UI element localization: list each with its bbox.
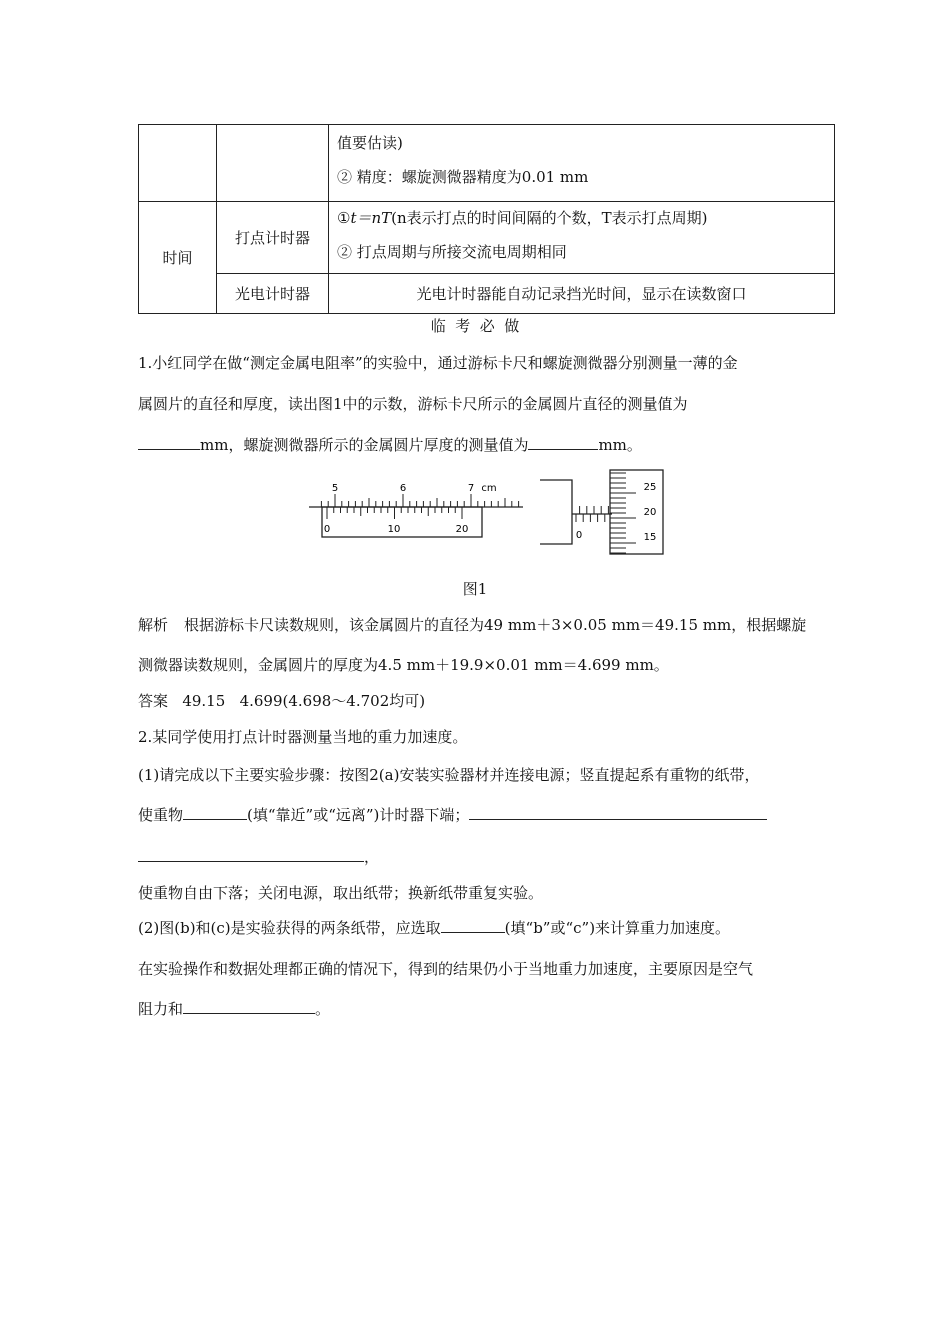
q2-line3-text: (填“靠近”或“远离”)计时器下端； xyxy=(247,806,470,824)
analysis-line1 xyxy=(138,614,806,635)
measurement-table xyxy=(138,124,835,314)
answer-blank[interactable] xyxy=(469,805,767,820)
micrometer-figure xyxy=(538,464,668,558)
analysis-label: 解析 xyxy=(138,616,169,634)
q2-line5: 使重物自由下落；关闭电源，取出纸带；换新纸带重复实验。 xyxy=(138,884,544,902)
figure-caption: 图1 xyxy=(462,580,488,598)
table-row xyxy=(139,274,835,314)
table-instrument: 光电计时器 xyxy=(217,274,329,314)
q1-line2: 属圆片的直径和厚度，读出图1中的示数，游标卡尺所示的金属圆片直径的测量值为 xyxy=(138,395,688,413)
caliper-label: 6 xyxy=(399,483,407,494)
caliper-label: 7 xyxy=(467,483,475,494)
q2-line8-text: 阻力和 xyxy=(138,1000,184,1018)
formula: t＝nT xyxy=(350,208,392,227)
table-text xyxy=(337,206,834,240)
table-text: ② 打点周期与所接交流电周期相同 xyxy=(337,242,567,261)
analysis-text: 根据游标卡尺读数规则，该金属圆片的直径为49 mm＋3×0.05 mm＝49.15 mm，根据螺旋 xyxy=(184,616,807,634)
answer-blank[interactable] xyxy=(138,847,364,862)
table-cell-empty xyxy=(217,125,329,202)
table-text: 值要估读) xyxy=(337,134,403,152)
caliper-label: 5 xyxy=(331,483,339,494)
answer-line xyxy=(138,690,425,711)
q2-line8 xyxy=(138,998,330,1019)
q2-line6-text: (2)图(b)和(c)是实验获得的两条纸带，应选取 xyxy=(138,919,441,937)
answer-text: 49.15 4.699(4.698～4.702均可) xyxy=(182,692,426,710)
answer-blank[interactable] xyxy=(138,435,200,450)
q2-line2: (1)请完成以下主要实验步骤：按图2(a)安装实验器材并连接电源；竖直提起系有重物的纸带， xyxy=(138,766,760,784)
q1-line1: 1.小红同学在做“测定金属电阻率”的实验中，通过游标卡尺和螺旋测微器分别测量一薄的金 xyxy=(138,354,738,372)
q2-line4-end: ， xyxy=(364,848,380,866)
q1-line3 xyxy=(138,434,642,455)
caliper-main-scale xyxy=(321,494,518,507)
q2-line7: 在实验操作和数据处理都正确的情况下，得到的结果仍小于当地重力加速度，主要原因是空气 xyxy=(138,960,754,978)
table-row xyxy=(139,202,835,274)
q1-line3-end: mm。 xyxy=(598,436,642,454)
caliper-unit: cm xyxy=(481,483,497,494)
q1-line3-text: mm，螺旋测微器所示的金属圆片厚度的测量值为 xyxy=(200,436,529,454)
table-cell xyxy=(329,202,835,274)
q2-line3-text: 使重物 xyxy=(138,806,184,824)
formula-explanation: (n表示打点的时间间隔的个数，T表示打点周期) xyxy=(391,208,708,227)
answer-blank[interactable] xyxy=(528,435,598,450)
table-cell xyxy=(329,125,835,202)
q2-line8-end: 。 xyxy=(315,1000,331,1018)
sleeve-label: 0 xyxy=(575,530,583,541)
q2-line6-text: (填“b”或“c”)来计算重力加速度。 xyxy=(504,919,731,937)
thimble-label: 20 xyxy=(643,507,657,518)
q2-line6 xyxy=(138,917,730,938)
answer-blank[interactable] xyxy=(183,999,315,1014)
q2-line3 xyxy=(138,804,767,825)
answer-blank[interactable] xyxy=(183,805,247,820)
q2-line4 xyxy=(138,846,379,867)
table-text: ② 精度：螺旋测微器精度为0.01 mm xyxy=(337,168,589,186)
analysis-line2: 测微器读数规则，金属圆片的厚度为4.5 mm＋19.9×0.01 mm＝4.699 mm。 xyxy=(138,656,669,674)
micrometer-thimble-scale xyxy=(610,473,636,553)
table-instrument: 打点计时器 xyxy=(217,202,329,274)
table-text: 光电计时器能自动记录挡光时间，显示在读数窗口 xyxy=(329,274,835,314)
thimble-label: 25 xyxy=(643,482,657,493)
table-category: 时间 xyxy=(139,202,217,314)
caliper-vernier-scale xyxy=(327,507,462,519)
section-title: 临 考 必 做 xyxy=(430,317,520,335)
vernier-label: 20 xyxy=(455,524,469,535)
table-cell-empty xyxy=(139,125,217,202)
vernier-label: 0 xyxy=(323,524,331,535)
vernier-caliper-figure xyxy=(305,476,527,540)
answer-label: 答案 xyxy=(138,692,169,710)
vernier-label: 10 xyxy=(387,524,401,535)
q2-line1: 2.某同学使用打点计时器测量当地的重力加速度。 xyxy=(138,728,468,746)
circled-one: ① xyxy=(337,208,351,227)
table-row xyxy=(139,125,835,202)
thimble-label: 15 xyxy=(643,532,657,543)
answer-blank[interactable] xyxy=(441,918,505,933)
